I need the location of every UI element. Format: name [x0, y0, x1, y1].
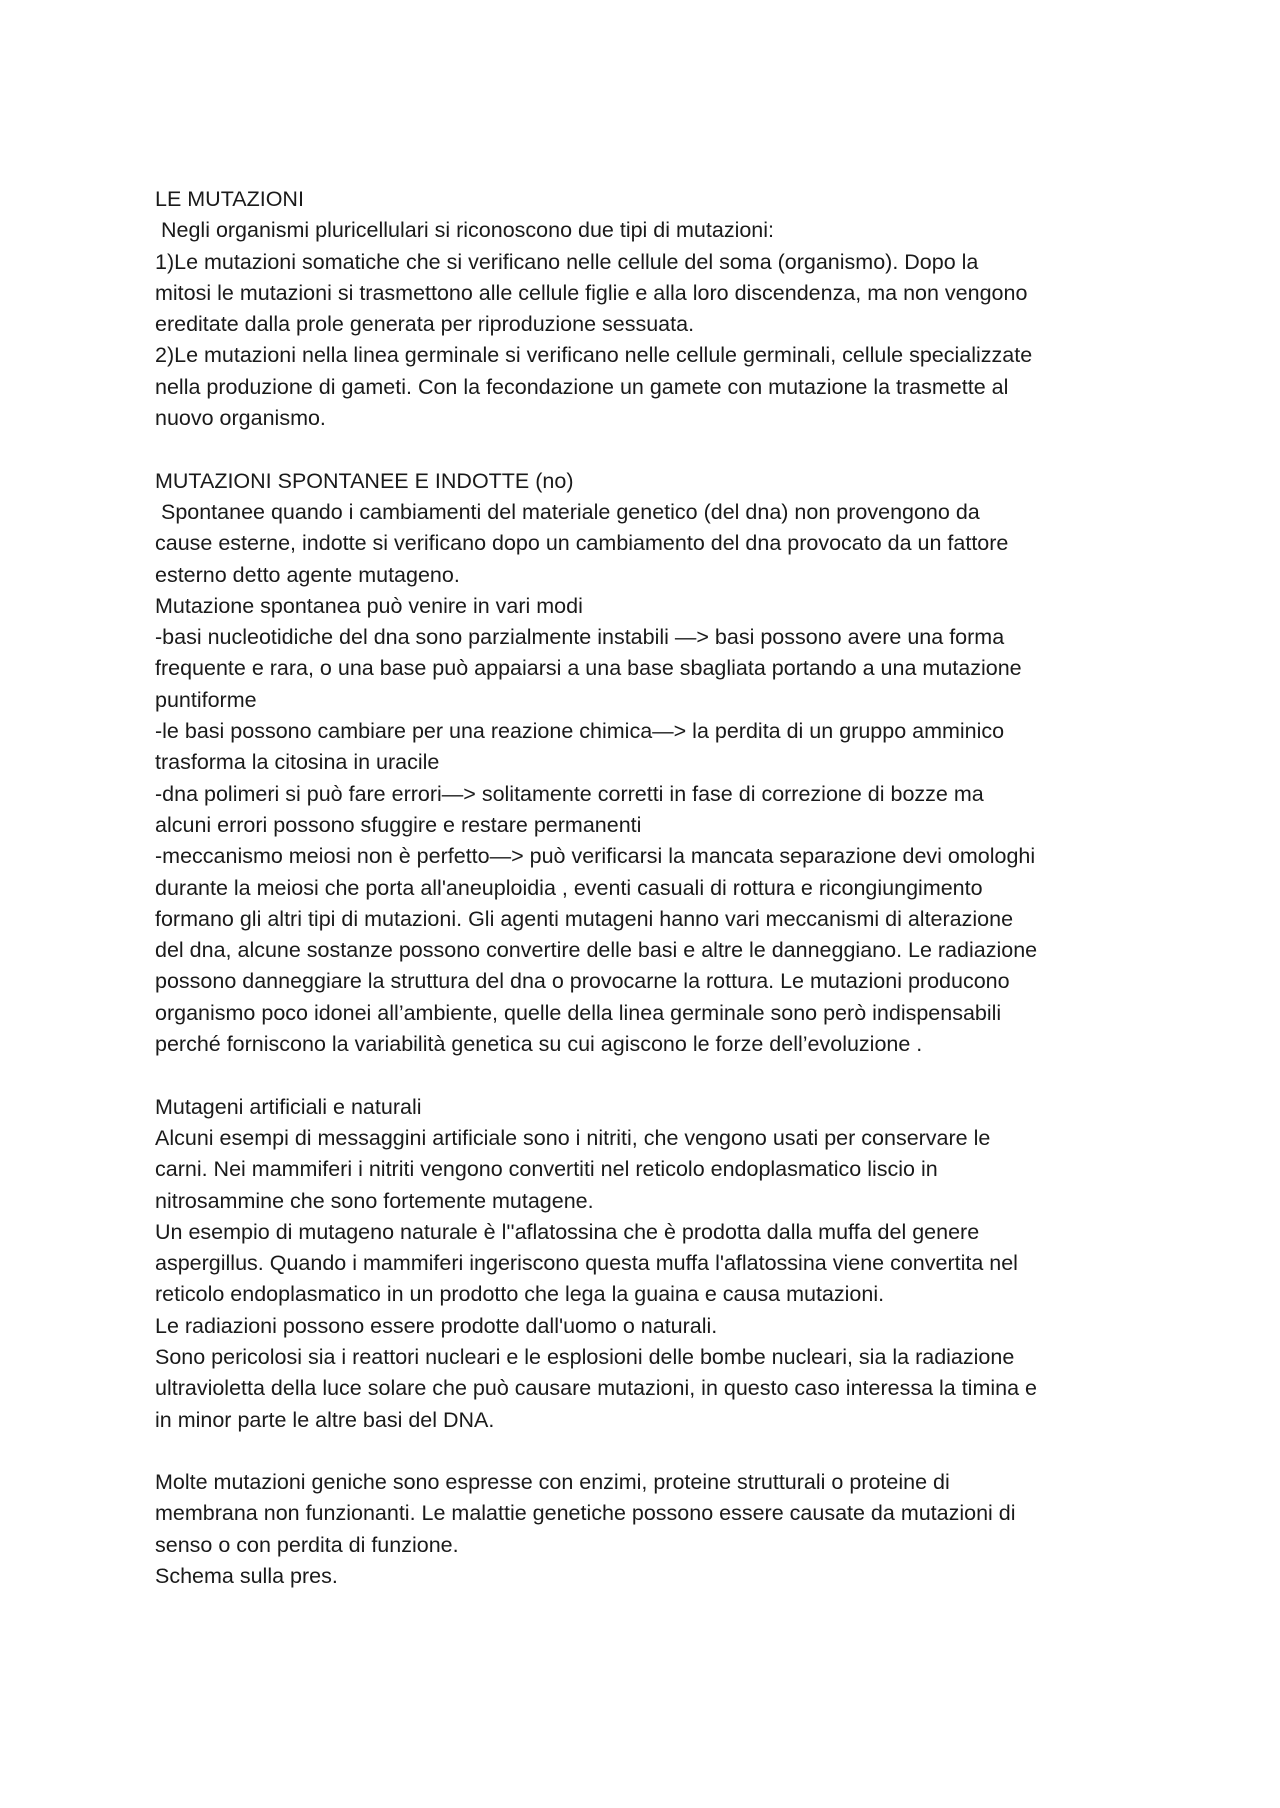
text-line: -le basi possono cambiare per una reazione chimica—> la perdita di un gruppo amminico: [155, 719, 1005, 744]
document-body: [155, 184, 1135, 1592]
text-line: trasforma la citosina in uracile: [155, 750, 440, 775]
text-line: Le radiazioni possono essere prodotte dall'uomo o naturali.: [155, 1313, 718, 1338]
text-line: reticolo endoplasmatico in un prodotto che lega la guaina e causa mutazioni.: [155, 1282, 885, 1307]
text-line: -dna polimeri si può fare errori—> solitamente corretti in fase di correzione di bozze ma: [155, 781, 984, 806]
text-line: 1)Le mutazioni somatiche che si verificano nelle cellule del soma (organismo). Dopo la: [155, 249, 979, 274]
text-line: alcuni errori possono sfuggire e restare permanenti: [155, 812, 642, 837]
text-line: -basi nucleotidiche del dna sono parzialmente instabili —> basi possono avere una forma: [155, 625, 1005, 650]
text-line: nella produzione di gameti. Con la fecondazione un gamete con mutazione la trasmette al: [155, 374, 1009, 399]
text-line: Mutazione spontanea può venire in vari modi: [155, 593, 583, 618]
blank-line: [155, 434, 1135, 465]
text-line: Molte mutazioni geniche sono espresse con enzimi, proteine strutturali o proteine di: [155, 1470, 950, 1495]
title-line: LE MUTAZIONI: [155, 187, 304, 211]
text-line: membrana non funzionanti. Le malattie genetiche possono essere causate da mutazioni di: [155, 1501, 1016, 1526]
text-line: formano gli altri tipi di mutazioni. Gli agenti mutageni hanno vari meccanismi di alterazione: [155, 906, 1014, 931]
text-line: Un esempio di mutageno naturale è l''aflatossina che è prodotta dalla muffa del genere: [155, 1219, 980, 1244]
text-line: nuovo organismo.: [155, 406, 326, 431]
text-line: nitrosammine che sono fortemente mutagene.: [155, 1188, 594, 1213]
text-line: durante la meiosi che porta all'aneuploidia , eventi casuali di rottura e ricongiungimento: [155, 875, 983, 900]
text-line: -meccanismo meiosi non è perfetto—> può verificarsi la mancata separazione devi omologhi: [155, 844, 1036, 869]
text-line: Spontanee quando i cambiamenti del materiale genetico (del dna) non provengono da: [155, 499, 980, 524]
text-line: ultravioletta della luce solare che può causare mutazioni, in questo caso interessa la timina e: [155, 1376, 1037, 1401]
text-line: Schema sulla pres.: [155, 1564, 338, 1589]
text-line: carni. Nei mammiferi i nitriti vengono convertiti nel reticolo endoplasmatico liscio in: [155, 1157, 938, 1182]
text-line: esterno detto agente mutageno.: [155, 562, 460, 587]
section-heading: Mutageni artificiali e naturali: [155, 1094, 422, 1119]
text-line: puntiforme: [155, 687, 257, 712]
blank-line: [155, 1436, 1135, 1467]
text-line: possono danneggiare la struttura del dna o provocarne la rottura. Le mutazioni producono: [155, 969, 1010, 994]
section-heading: MUTAZIONI SPONTANEE E INDOTTE (no): [155, 468, 574, 493]
text-line: frequente e rara, o una base può appaiarsi a una base sbagliata portando a una mutazione: [155, 656, 1022, 681]
text-line: Alcuni esempi di messaggini artificiale sono i nitriti, che vengono usati per conservare le: [155, 1125, 991, 1150]
text-line: ereditate dalla prole generata per riproduzione sessuata.: [155, 312, 695, 337]
text-line: del dna, alcune sostanze possono convertire delle basi e altre le danneggiano. Le radiazione: [155, 938, 1038, 963]
text-line: in minor parte le altre basi del DNA.: [155, 1407, 495, 1432]
text-line: aspergillus. Quando i mammiferi ingeriscono questa muffa l'aflatossina viene convertita nel: [155, 1251, 1018, 1276]
text-line: mitosi le mutazioni si trasmettono alle cellule figlie e alla loro discendenza, ma non vengono: [155, 280, 1028, 305]
text-line: 2)Le mutazioni nella linea germinale si verificano nelle cellule germinali, cellule specializzate: [155, 343, 1033, 368]
text-line: organismo poco idonei all’ambiente, quelle della linea germinale sono però indispensabili: [155, 1000, 1002, 1025]
text-line: Negli organismi pluricellulari si riconoscono due tipi di mutazioni:: [155, 218, 775, 243]
text-line: cause esterne, indotte si verificano dopo un cambiamento del dna provocato da un fattore: [155, 531, 1009, 556]
text-line: Sono pericolosi sia i reattori nucleari e le esplosioni delle bombe nucleari, sia la radiazione: [155, 1344, 1015, 1369]
blank-line: [155, 1060, 1135, 1091]
text-line: perché forniscono la variabilità genetica su cui agiscono le forze dell’evoluzione .: [155, 1032, 923, 1057]
text-line: senso o con perdita di funzione.: [155, 1532, 459, 1557]
